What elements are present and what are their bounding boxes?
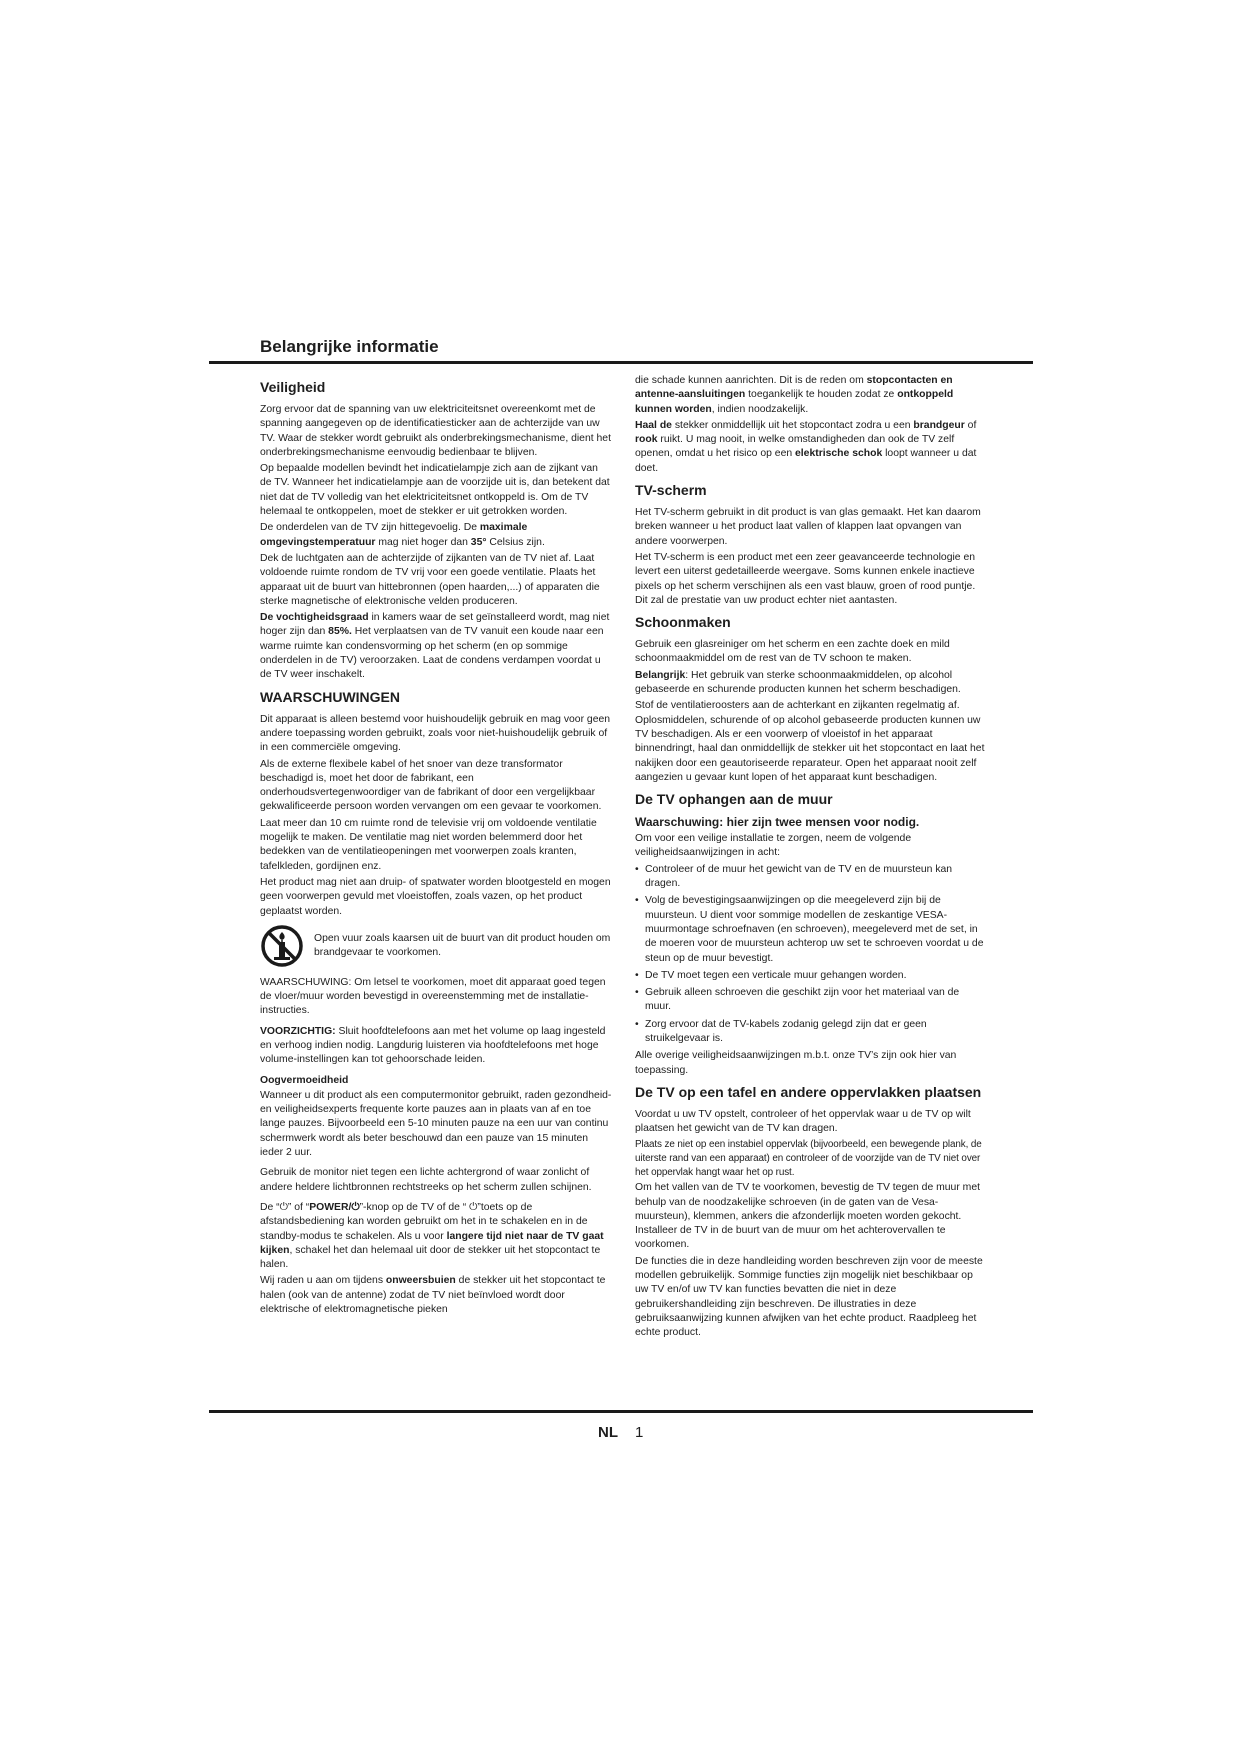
list-item: • Zorg ervoor dat de TV-kabels zodanig gelegd zijn dat er geen struikelgevaar is. bbox=[635, 1018, 987, 1047]
page-number: 1 bbox=[635, 1424, 644, 1441]
list-item: • Gebruik alleen schroeven die geschikt zijn voor het materiaal van de muur. bbox=[635, 986, 987, 1015]
paragraph: die schade kunnen aanrichten. Dit is de reden om stopcontacten en antenne-aansluitingen toegankelijk te houden zodat ze ontkoppeld kunnen worden, indien noodzakelijk. bbox=[635, 375, 954, 415]
paragraph: Gebruik de monitor niet tegen een lichte achtergrond of waar zonlicht of andere heldere lichtbronnen rechtstreeks op het scherm zullen schijnen. bbox=[260, 1167, 592, 1193]
list-item: • Volg de bevestigingsaanwijzingen op die meegeleverd zijn bij de muursteun. U dient voor sommige modellen de zeskantige VESA-muurmontage schroefnaven (en schroeven), meegeleverd met de set, in de moeren voor de muursteun achterop uw set te schroeven voordat u de steun op de muur bevestigt. bbox=[635, 894, 987, 965]
page-title: Belangrijke informatie bbox=[260, 337, 439, 356]
list-item: • De TV moet tegen een verticale muur gehangen worden. bbox=[635, 969, 987, 983]
no-open-flame-icon bbox=[260, 924, 304, 968]
paragraph: Het product mag niet aan druip- of spatwater worden blootgesteld en mogen geen voorwerpen gevuld met vloeistoffen, zoals vazen, op het product geplaatst worden. bbox=[260, 876, 611, 917]
heading-waarschuwingen: WAARSCHUWINGEN bbox=[260, 688, 400, 705]
paragraph: Alle overige veiligheidsaanwijzingen m.b.t. onze TV’s zijn ook hier van toepassing. bbox=[635, 1050, 957, 1076]
header-rule bbox=[209, 361, 1033, 364]
paragraph: Op bepaalde modellen bevindt het indicatielampje zich aan de zijkant van de TV. Wanneer het indicatielampje aan de voorzijde uit is, dan betekent dat niet dat de TV volledig van het elektriciteitsnet ontkoppeld is. Om de TV helemaal te ontkoppelen, moet de stekker er uit getrokken worden. bbox=[260, 463, 610, 518]
paragraph: Om voor een veilige installatie te zorgen, neem de volgende veiligheidsaanwijzingen in acht: bbox=[635, 833, 912, 859]
paragraph: WAARSCHUWING: Om letsel te voorkomen, moet dit apparaat goed tegen de vloer/muur worden bevestigd in overeenstemming met de installatie-instructies. bbox=[260, 976, 606, 1017]
paragraph: De “⏻” of “POWER/⏻”-knop op de TV of de “ ⏻”toets op de afstandsbediening kan worden gebruikt om het in te schakelen en in de standby-modus te schakelen. Als u voor langere tijd niet naar de TV gaat kijken, schakel het dan helemaal uit door de stekker uit het stopcontact te halen. bbox=[260, 1201, 604, 1271]
paragraph: De onderdelen van de TV zijn hittegevoelig. De maximale omgevingstemperatuur mag niet hoger dan 35° Celsius zijn. bbox=[260, 522, 545, 548]
paragraph: Als de externe flexibele kabel of het snoer van deze transformator beschadigd is, moet het door de fabrikant, een onderhoudsvertegenwoordiger van de fabrikant of door een vergelijkbaar gekwalificeerde persoon worden vervangen om een gevaar te voorkomen. bbox=[260, 758, 602, 813]
right-column bbox=[635, 374, 987, 1343]
paragraph: Gebruik een glasreiniger om het scherm en een zachte doek en mild schoonmaakmiddel om de rest van de TV schoon te maken. bbox=[635, 639, 950, 665]
paragraph: Zorg ervoor dat de spanning van uw elektriciteitsnet overeenkomt met de spanning aangegeven op de identificatiesticker aan de achterzijde van uw TV. Waar de stekker wordt gebruikt als onderbrekingsmechanisme, dient het onderbrekingsmechanisme eenvoudig bedienbaar te blijven. bbox=[260, 404, 611, 458]
paragraph: Laat meer dan 10 cm ruimte rond de televisie vrij om voldoende ventilatie mogelijk te maken. De ventilatie mag niet worden belemmerd door het bedekken van de ventilatieopeningen met voorwerpen zoals kranten, tafelkleden, gordijnen enz. bbox=[260, 817, 597, 872]
paragraph: De functies die in deze handleiding worden beschreven zijn voor de meeste modellen gebruikelijk. Sommige functies zijn mogelijk niet beschikbaar op uw TV en/of uw TV kan functies bevatten die niet in deze gebruikershandleiding zijn beschreven. De illustraties in deze gebruiksaanwijzing kunnen afwijken van het echte product. Raadpleeg het echte product. bbox=[635, 1255, 983, 1339]
bullet-list bbox=[635, 863, 987, 1047]
heading-oogvermoeidheid: Oogvermoeidheid bbox=[260, 1074, 349, 1086]
paragraph: Het TV-scherm is een product met een zeer geavanceerde technologie en levert een uiterst gedetailleerde weergave. Soms kunnen enkele inactieve pixels op het scherm verschijnen als een vast blauw, groen of rood puntje. Dit zal de prestatie van uw product echter niet aantasten. bbox=[635, 551, 976, 606]
left-column bbox=[260, 374, 612, 1319]
paragraph: Om het vallen van de TV te voorkomen, bevestig de TV tegen de muur met behulp van de noodzakelijke schroeven (in de gaten van de Vesa-muursteun), klemmen, ankers die afzonderlijk moeten worden gekocht. Installeer de TV in de buurt van de muur om het achterovervallen te voorkomen. bbox=[635, 1182, 981, 1251]
language-code: NL bbox=[598, 1424, 618, 1441]
subheading-waarschuwing: Waarschuwing: hier zijn twee mensen voor nodig. bbox=[635, 815, 920, 830]
paragraph: De vochtigheidsgraad in kamers waar de set geïnstalleerd wordt, mag niet hoger zijn dan 85%. Het verplaatsen van de TV vanuit een koude naar een warme ruimte kan condensvorming op het scherm (en op sommige onderdelen in de TV) veroorzaken. Laat de condens verdampen voordat u de TV weer inschakelt. bbox=[260, 612, 610, 681]
paragraph: Haal de stekker onmiddellijk uit het stopcontact zodra u een brandgeur of rook ruikt. U mag nooit, in welke omstandigheden dan ook de TV zelf openen, omdat u het risico op een elektrische schok loopt wanneer u dat doet. bbox=[635, 419, 977, 474]
paragraph: Wij raden u aan om tijdens onweersbuien de stekker uit het stopcontact te halen (ook van de antenne) zodat de TV niet beïnvloed wordt door elektrische of elektromagnetische pieken bbox=[260, 1275, 606, 1316]
heading-muur: De TV ophangen aan de muur bbox=[635, 791, 833, 808]
heading-tv-scherm: TV-scherm bbox=[635, 482, 707, 499]
flame-warning-text: Open vuur zoals kaarsen uit de buurt van dit product houden om brandgevaar te voorkomen. bbox=[314, 932, 611, 958]
paragraph: VOORZICHTIG: Sluit hoofdtelefoons aan met het volume op laag ingesteld en verhoog indien nodig. Langdurig luisteren via hoofdtelefoons met hoge volume-instellingen kan tot gehoorschade leiden. bbox=[260, 1025, 606, 1066]
paragraph: Dit apparaat is alleen bestemd voor huishoudelijk gebruik en mag voor geen andere toepassing worden gebruikt, zoals voor niet-huishoudelijk gebruik of in een commerciële omgeving. bbox=[260, 713, 611, 754]
open-flame-warning bbox=[260, 924, 612, 968]
footer-rule bbox=[209, 1410, 1033, 1413]
paragraph: Stof de ventilatieroosters aan de achterkant en zijkanten regelmatig af. Oplosmiddelen, schurende of op alcohol gebaseerde producten kunnen uw TV beschadigen. Als er een voorwerp of vloeistof in het apparaat binnendringt, haal dan onmiddellijk de stekker uit het stopcontact en laat het nakijken door een geautoriseerde reparateur. Open het apparaat nooit zelf aangezien u gevaar kunt lopen of het apparaat kunt beschadigen. bbox=[635, 700, 985, 783]
paragraph: Wanneer u dit product als een computermonitor gebruikt, raden gezondheid- en veiligheidsexperts frequente korte pauzes aan in plaats van af en toe lange pauzes. Bijvoorbeeld een 5-10 minuten pauze na een uur van continu schermwerk wordt als beter beschouwd dan een pauze van 15 minuten ieder 2 uur. bbox=[260, 1089, 612, 1159]
heading-veiligheid: Veiligheid bbox=[260, 379, 326, 395]
paragraph: Belangrijk: Het gebruik van sterke schoonmaakmiddelen, op alcohol gebaseerde en schurende producten kunnen het scherm beschadigen. bbox=[635, 669, 961, 696]
heading-schoonmaken: Schoonmaken bbox=[635, 614, 731, 631]
paragraph: Voordat u uw TV opstelt, controleer of het oppervlak waar u de TV op wilt plaatsen het gewicht van de TV kan dragen. bbox=[635, 1108, 971, 1135]
list-item: • Controleer of de muur het gewicht van de TV en de muursteun kan dragen. bbox=[635, 863, 987, 892]
heading-tafel: De TV op een tafel en andere oppervlakken plaatsen bbox=[635, 1083, 982, 1100]
paragraph: Plaats ze niet op een instabiel oppervlak (bijvoorbeeld, een bewegende plank, de uiterste rand van een apparaat) en controleer of de voorzijde van de TV niet over het oppervlak hangt waar het op rust. bbox=[635, 1139, 982, 1178]
paragraph: Dek de luchtgaten aan de achterzijde of zijkanten van de TV niet af. Laat voldoende ruimte rondom de TV vrij voor een goede ventilatie. Plaats het apparaat uit de buurt van hittebronnen (open haarden,...) of apparaten die sterke magnetische of elektronische velden produceren. bbox=[260, 552, 600, 607]
paragraph: Het TV-scherm gebruikt in dit product is van glas gemaakt. Het kan daarom breken wanneer u het product laat vallen of klappen laat opvangen van andere voorwerpen. bbox=[635, 507, 981, 547]
